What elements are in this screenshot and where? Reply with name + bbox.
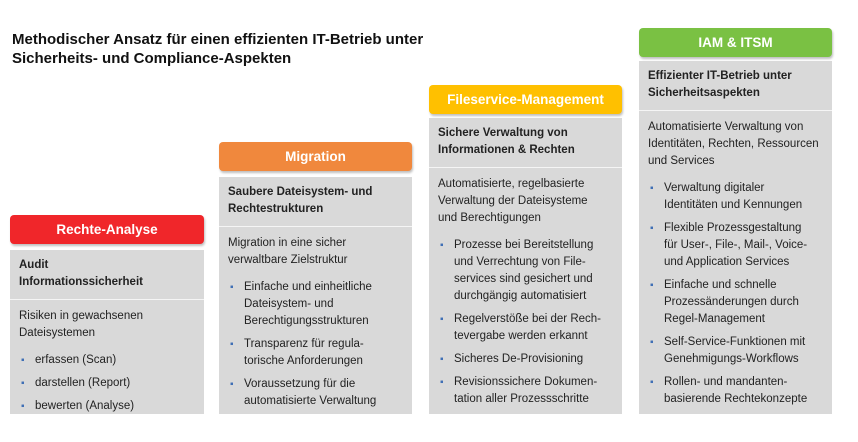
iam-itsm-intro: Automatisierte Verwaltung von Identitäten, Rechten, Ressourcen und Services xyxy=(648,121,819,167)
iam-itsm-panel xyxy=(639,61,832,414)
fileservice-management-heading: Sichere Verwaltung von Informationen & Rechten xyxy=(438,127,575,156)
iam-itsm-header: IAM & ITSM xyxy=(639,28,832,57)
rechte-analyse-header: Rechte-Analyse xyxy=(10,215,204,244)
list-item: ▪ Transparenz für regula- torische Anforderungen xyxy=(230,338,364,367)
migration-header: Migration xyxy=(219,142,412,171)
bullet-icon: ▪ xyxy=(440,354,444,365)
list-item: ▪ Einfache und schnelle Prozessänderungen durch Regel-Management xyxy=(650,279,799,325)
rechte-analyse-intro: Risiken in gewachsenen Dateisystemen xyxy=(19,310,144,339)
bullet-icon: ▪ xyxy=(650,223,654,234)
migration-bullet-list xyxy=(228,279,404,410)
migration-heading: Saubere Dateisystem- und Rechtestrukturen xyxy=(228,186,373,215)
rechte-analyse-heading: Audit Informationssicherheit xyxy=(19,259,143,288)
iam-itsm-heading: Effizienter IT-Betrieb unter Sicherheitsaspekten xyxy=(648,70,792,99)
list-item: ▪ Revisionssichere Dokumen- tation aller Prozessschritte xyxy=(440,376,598,405)
bullet-icon: ▪ xyxy=(230,282,234,293)
migration-intro: Migration in eine sicher verwaltbare Zielstruktur xyxy=(228,237,348,266)
bullet-icon: ▪ xyxy=(230,339,234,350)
list-item: ▪ Flexible Prozessgestaltung für User-, File-, Mail-, Voice- und Application Services xyxy=(650,222,808,268)
bullet-icon: ▪ xyxy=(440,240,444,251)
iam-itsm-bullet-list xyxy=(648,180,824,408)
bullet-icon: ▪ xyxy=(21,355,25,366)
page-title xyxy=(12,30,482,68)
fileservice-management-bullet-list xyxy=(438,237,614,408)
migration-panel xyxy=(219,177,412,414)
rechte-analyse-bullet-list xyxy=(19,352,196,415)
title-line-2: Sicherheits- und Compliance-Aspekten xyxy=(12,50,292,67)
panel-divider xyxy=(10,299,204,300)
list-item: ▪ Prozesse bei Bereitstellung und Verrechtung von File- services sind gesichert und durchgängig automatisiert xyxy=(440,239,594,302)
panel-divider xyxy=(639,110,832,111)
list-item: ▪ Einfache und einheitliche Dateisystem- und Berechtigungsstrukturen xyxy=(230,281,372,327)
list-item: ▪ Sicheres De-Provisioning xyxy=(438,351,614,368)
bullet-icon: ▪ xyxy=(21,378,25,389)
bullet-icon: ▪ xyxy=(650,377,654,388)
list-item: ▪ darstellen (Report) xyxy=(19,375,196,392)
fileservice-management-header: Fileservice-Management xyxy=(429,85,622,114)
bullet-icon: ▪ xyxy=(230,379,234,390)
bullet-icon: ▪ xyxy=(650,183,654,194)
bullet-icon: ▪ xyxy=(440,314,444,325)
list-item: ▪ erfassen (Scan) xyxy=(19,352,196,369)
list-item: ▪ Voraussetzung für die automatisierte Verwaltung xyxy=(230,378,377,407)
rechte-analyse-panel xyxy=(10,250,204,414)
list-item: ▪ Regelverstöße bei der Rech- tevergabe werden erkannt xyxy=(440,313,602,342)
panel-divider xyxy=(429,167,622,168)
fileservice-management-intro: Automatisierte, regelbasierte Verwaltung der Dateisysteme und Berechtigungen xyxy=(438,178,588,224)
list-item: ▪ Verwaltung digitaler Identitäten und Kennungen xyxy=(650,182,803,211)
bullet-icon: ▪ xyxy=(650,280,654,291)
list-item: ▪ bewerten (Analyse) xyxy=(19,398,196,415)
bullet-icon: ▪ xyxy=(440,377,444,388)
list-item: ▪ Rollen- und mandanten- basierende Rechtekonzepte xyxy=(650,376,808,405)
bullet-icon: ▪ xyxy=(21,401,25,412)
title-line-1: Methodischer Ansatz für einen effizienten IT-Betrieb unter xyxy=(12,31,424,48)
fileservice-management-panel xyxy=(429,118,622,414)
bullet-icon: ▪ xyxy=(650,337,654,348)
list-item: ▪ Self-Service-Funktionen mit Genehmigungs-Workflows xyxy=(650,336,806,365)
panel-divider xyxy=(219,226,412,227)
